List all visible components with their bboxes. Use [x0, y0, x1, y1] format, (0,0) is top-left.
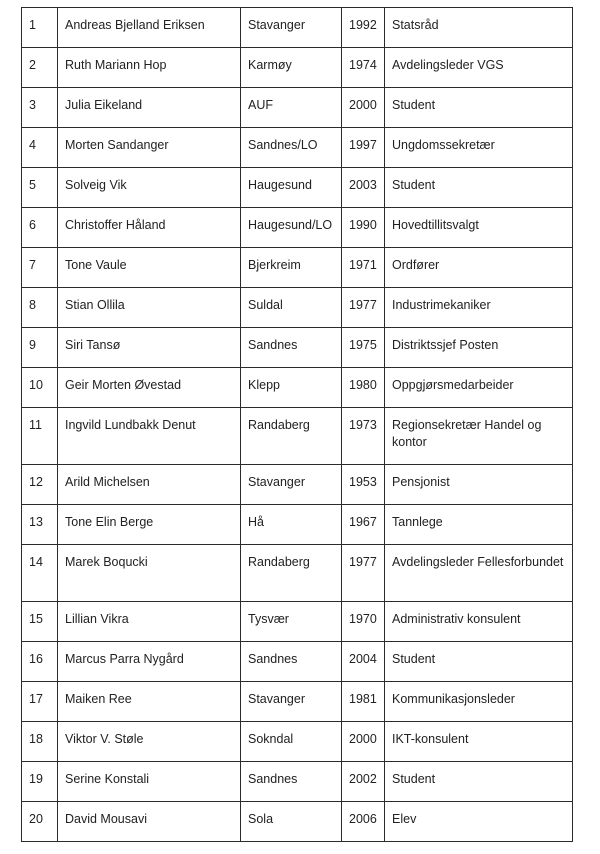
occupation-cell: Pensjonist [385, 465, 573, 505]
year-cell: 1973 [342, 408, 385, 465]
year-cell: 2000 [342, 88, 385, 128]
table-row [22, 248, 573, 288]
name-cell: Lillian Vikra [58, 602, 241, 642]
year-cell: 2003 [342, 168, 385, 208]
year-cell: 2006 [342, 802, 385, 842]
occupation-cell: IKT-konsulent [385, 722, 573, 762]
rank-cell: 20 [22, 802, 58, 842]
rank-cell: 16 [22, 642, 58, 682]
rank-cell: 19 [22, 762, 58, 802]
rank-cell: 15 [22, 602, 58, 642]
name-cell: Marcus Parra Nygård [58, 642, 241, 682]
rank-cell: 5 [22, 168, 58, 208]
rank-cell: 1 [22, 8, 58, 48]
place-cell: Haugesund [241, 168, 342, 208]
place-cell: Stavanger [241, 682, 342, 722]
place-cell: Haugesund/LO [241, 208, 342, 248]
table-row [22, 505, 573, 545]
occupation-cell: Tannlege [385, 505, 573, 545]
year-cell: 1990 [342, 208, 385, 248]
table-row [22, 8, 573, 48]
name-cell: Christoffer Håland [58, 208, 241, 248]
name-cell: Stian Ollila [58, 288, 241, 328]
name-cell: Morten Sandanger [58, 128, 241, 168]
occupation-cell: Administrativ konsulent [385, 602, 573, 642]
table-row [22, 208, 573, 248]
name-cell: Arild Michelsen [58, 465, 241, 505]
place-cell: Tysvær [241, 602, 342, 642]
place-cell: Sola [241, 802, 342, 842]
year-cell: 1980 [342, 368, 385, 408]
year-cell: 2000 [342, 722, 385, 762]
rank-cell: 13 [22, 505, 58, 545]
year-cell: 1981 [342, 682, 385, 722]
name-cell: Serine Konstali [58, 762, 241, 802]
occupation-cell: Hovedtillitsvalgt [385, 208, 573, 248]
place-cell: Randaberg [241, 545, 342, 602]
occupation-cell: Regionsekretær Handel og kontor [385, 408, 573, 465]
rank-cell: 7 [22, 248, 58, 288]
rank-cell: 3 [22, 88, 58, 128]
name-cell: Siri Tansø [58, 328, 241, 368]
table-row [22, 802, 573, 842]
name-cell: Ingvild Lundbakk Denut [58, 408, 241, 465]
name-cell: Maiken Ree [58, 682, 241, 722]
rank-cell: 10 [22, 368, 58, 408]
place-cell: Stavanger [241, 465, 342, 505]
occupation-cell: Kommunikasjonsleder [385, 682, 573, 722]
occupation-cell: Statsråd [385, 8, 573, 48]
place-cell: Klepp [241, 368, 342, 408]
name-cell: Ruth Mariann Hop [58, 48, 241, 88]
rank-cell: 6 [22, 208, 58, 248]
name-cell: Tone Vaule [58, 248, 241, 288]
place-cell: AUF [241, 88, 342, 128]
year-cell: 1974 [342, 48, 385, 88]
year-cell: 1953 [342, 465, 385, 505]
year-cell: 1975 [342, 328, 385, 368]
place-cell: Stavanger [241, 8, 342, 48]
name-cell: Marek Boqucki [58, 545, 241, 602]
occupation-cell: Student [385, 168, 573, 208]
rank-cell: 8 [22, 288, 58, 328]
place-cell: Sandnes [241, 642, 342, 682]
occupation-cell: Elev [385, 802, 573, 842]
rank-cell: 4 [22, 128, 58, 168]
table-row [22, 408, 573, 465]
name-cell: David Mousavi [58, 802, 241, 842]
name-cell: Geir Morten Øvestad [58, 368, 241, 408]
table-row [22, 762, 573, 802]
name-cell: Solveig Vik [58, 168, 241, 208]
table-row [22, 128, 573, 168]
table-row [22, 328, 573, 368]
rank-cell: 17 [22, 682, 58, 722]
table-row [22, 48, 573, 88]
year-cell: 1967 [342, 505, 385, 545]
place-cell: Randaberg [241, 408, 342, 465]
occupation-cell: Student [385, 88, 573, 128]
occupation-cell: Oppgjørsmedarbeider [385, 368, 573, 408]
place-cell: Sandnes/LO [241, 128, 342, 168]
table-row [22, 88, 573, 128]
place-cell: Bjerkreim [241, 248, 342, 288]
name-cell: Andreas Bjelland Eriksen [58, 8, 241, 48]
place-cell: Sandnes [241, 762, 342, 802]
candidate-list-table [21, 7, 573, 842]
occupation-cell: Student [385, 642, 573, 682]
place-cell: Suldal [241, 288, 342, 328]
rank-cell: 11 [22, 408, 58, 465]
year-cell: 1977 [342, 545, 385, 602]
place-cell: Sokndal [241, 722, 342, 762]
place-cell: Karmøy [241, 48, 342, 88]
place-cell: Hå [241, 505, 342, 545]
occupation-cell: Distriktssjef Posten [385, 328, 573, 368]
year-cell: 1992 [342, 8, 385, 48]
rank-cell: 14 [22, 545, 58, 602]
occupation-cell: Ordfører [385, 248, 573, 288]
name-cell: Viktor V. Støle [58, 722, 241, 762]
table-row [22, 168, 573, 208]
place-cell: Sandnes [241, 328, 342, 368]
table-row [22, 368, 573, 408]
rank-cell: 12 [22, 465, 58, 505]
occupation-cell: Industrimekaniker [385, 288, 573, 328]
name-cell: Julia Eikeland [58, 88, 241, 128]
rank-cell: 2 [22, 48, 58, 88]
table-row [22, 465, 573, 505]
occupation-cell: Student [385, 762, 573, 802]
year-cell: 1977 [342, 288, 385, 328]
occupation-cell: Avdelingsleder VGS [385, 48, 573, 88]
rank-cell: 9 [22, 328, 58, 368]
table-row [22, 722, 573, 762]
rank-cell: 18 [22, 722, 58, 762]
table-row [22, 682, 573, 722]
table-row [22, 642, 573, 682]
table-row [22, 545, 573, 602]
table-row [22, 602, 573, 642]
year-cell: 1971 [342, 248, 385, 288]
year-cell: 1970 [342, 602, 385, 642]
occupation-cell: Ungdomssekretær [385, 128, 573, 168]
year-cell: 2002 [342, 762, 385, 802]
year-cell: 2004 [342, 642, 385, 682]
table-row [22, 288, 573, 328]
name-cell: Tone Elin Berge [58, 505, 241, 545]
year-cell: 1997 [342, 128, 385, 168]
occupation-cell: Avdelingsleder Fellesforbundet [385, 545, 573, 602]
